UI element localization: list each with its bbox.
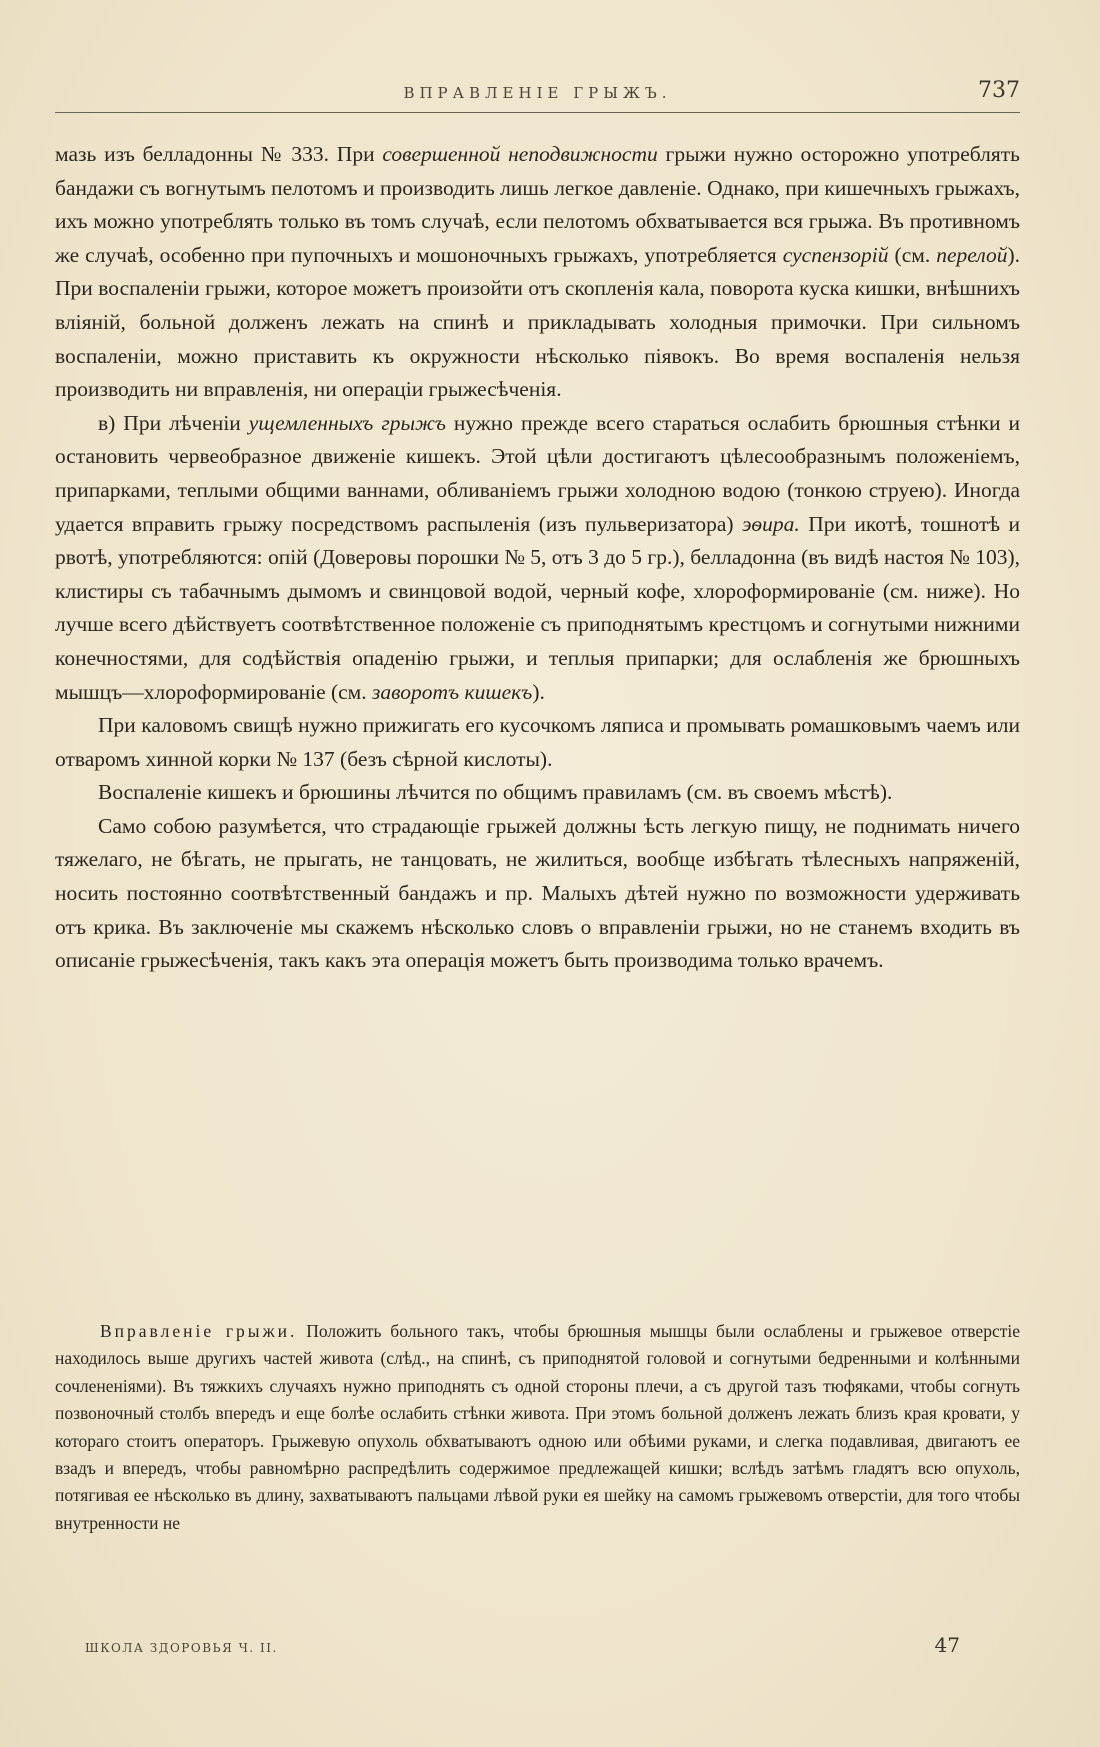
emphasized-text: суспензорій [782,242,889,267]
emphasized-text: заворотъ кишекъ [372,679,533,704]
page-number: 737 [978,78,1020,103]
small-print-section [55,1318,1020,1537]
emphasized-text: ущемленныхъ грыжъ [248,410,446,435]
emphasized-text: совершенной неподвижности [382,142,658,166]
paragraph-1 [55,138,1020,407]
paragraph-5 [55,810,1020,978]
small-print-paragraph [55,1318,1020,1537]
small-print-heading: Вправленіе грыжи. [100,1321,298,1341]
header-rule [55,112,1020,113]
paragraph-text: нужно прежде всего стараться ослабить брюшныя стѣнки и остановить червеобразное движеніе кишекъ. Этой цѣли достигаютъ цѣлесообразнымъ положеніемъ, припарками, теплыми общими ваннами, обливаніемъ грыжи холодною водою (тонкою струею). Иногда удается вправить грыжу посредствомъ распыленія (изъ пульверизатора) [55,410,1020,536]
paragraph-text: ). При воспаленіи грыжи, которое можетъ произойти отъ скопленія кала, поворота куска кишки, внѣшнихъ вліяній, больной долженъ лежать на спинѣ и прикладывать холодныя примочки. При сильномъ воспаленіи, можно приставить къ окружности нѣсколько піявокъ. Во время воспаленія нельзя производить ни вправленія, ни операціи грыжесѣченія. [55,242,1020,402]
paragraph-text: При каловомъ свищѣ нужно прижигать его кусочкомъ ляписа и промывать ромашковымъ чаемъ или отваромъ хинной корки № 137 (безъ сѣрной кислоты). [55,713,1020,771]
paragraph-text: (см. [888,242,937,267]
paragraph-2 [55,407,1020,709]
paragraph-text: Воспаленіе кишекъ и брюшины лѣчится по общимъ правиламъ (см. въ своемъ мѣстѣ). [98,780,893,805]
paragraph-4 [55,776,1020,810]
main-text [55,138,1020,978]
paragraph-text: мазь изъ белладонны № 333. При [55,142,383,166]
paragraph-text: ). [532,679,545,704]
printer-signature: ШКОЛА ЗДОРОВЬЯ Ч. II. [85,1641,278,1655]
small-print-text: Положить больного такъ, чтобы брюшныя мышцы были ослаблены и грыжевое отверстіе находилось выше другихъ частей живота (слѣд., на спинѣ, съ приподнятой головой и согнутыми бедренными и колѣнными сочлененіями). Въ тяжкихъ случаяхъ нужно приподнять съ одной стороны плечи, а съ другой тазъ тюфяками, чтобы согнуть позвоночный столбъ впередъ и еще болѣе ослабить стѣнки живота. При этомъ больной долженъ лежать близъ края кровати, у котораго стоитъ операторъ. Грыжевую опухоль обхватываютъ одною или обѣими руками, и слегка подавливая, двигаютъ ее взадъ и впередъ, чтобы равномѣрно распредѣлить содержимое предлежащей кишки; вслѣдъ затѣмъ гладятъ всю опухоль, потягивая ее нѣсколько въ длину, захватываютъ пальцами лѣвой руки ея шейку на самомъ грыжевомъ отверстіи, для того чтобы внутренности не [55,1321,1020,1533]
emphasized-text: эѳира. [741,511,800,536]
running-title: ВПРАВЛЕНІЕ ГРЫЖЪ. [403,84,672,102]
paragraph-text: грыжи нужно осторожно употреблять бандажи съ вогнутымъ пелотомъ и производить лишь легкое давленіе. Однако, при кишечныхъ грыжахъ, ихъ можно употреблять только въ томъ случаѣ, если пелотомъ обхватывается вся грыжа. Въ противномъ же случаѣ, особенно при пупочныхъ и мошоночныхъ грыжахъ, употребляется [55,142,1020,267]
paragraph-text: Само собою разумѣется, что страдающіе грыжей должны ѣсть легкую пищу, не поднимать ничего тяжелаго, не бѣгать, не прыгать, не танцовать, не жилиться, вообще избѣгать тѣлесныхъ напряженій, носить постоянно соотвѣтственный бандажъ и пр. Малыхъ дѣтей нужно по возможности удерживать отъ крика. Въ заключеніе мы скажемъ нѣсколько словъ о вправленіи грыжи, но не станемъ входить въ описаніе грыжесѣченія, такъ какъ эта операція можетъ быть производима только врачемъ. [55,813,1020,973]
page-footer [85,1633,960,1659]
paragraph-text: в) При лѣченіи [98,410,249,435]
sheet-number: 47 [934,1633,960,1657]
emphasized-text: перелой [936,242,1008,267]
paragraph-3 [55,709,1020,776]
page-header [55,76,1020,116]
paragraph-text: При икотѣ, тошнотѣ и рвотѣ, употребляются: опій (Доверовы порошки № 5, отъ 3 до 5 гр.), белладонна (въ видѣ настоя № 103), клистиры съ табачнымъ дымомъ и свинцовой водой, черный кофе, хлороформированіе (см. ниже). Но лучше всего дѣйствуетъ соотвѣтственное положеніе съ приподнятымъ крестцомъ и согнутыми нижними конечностями, для содѣйствія опаденію грыжи, и теплыя припарки; для ослабленія же брюшныхъ мышцъ—хлороформированіе (см. [55,511,1020,704]
